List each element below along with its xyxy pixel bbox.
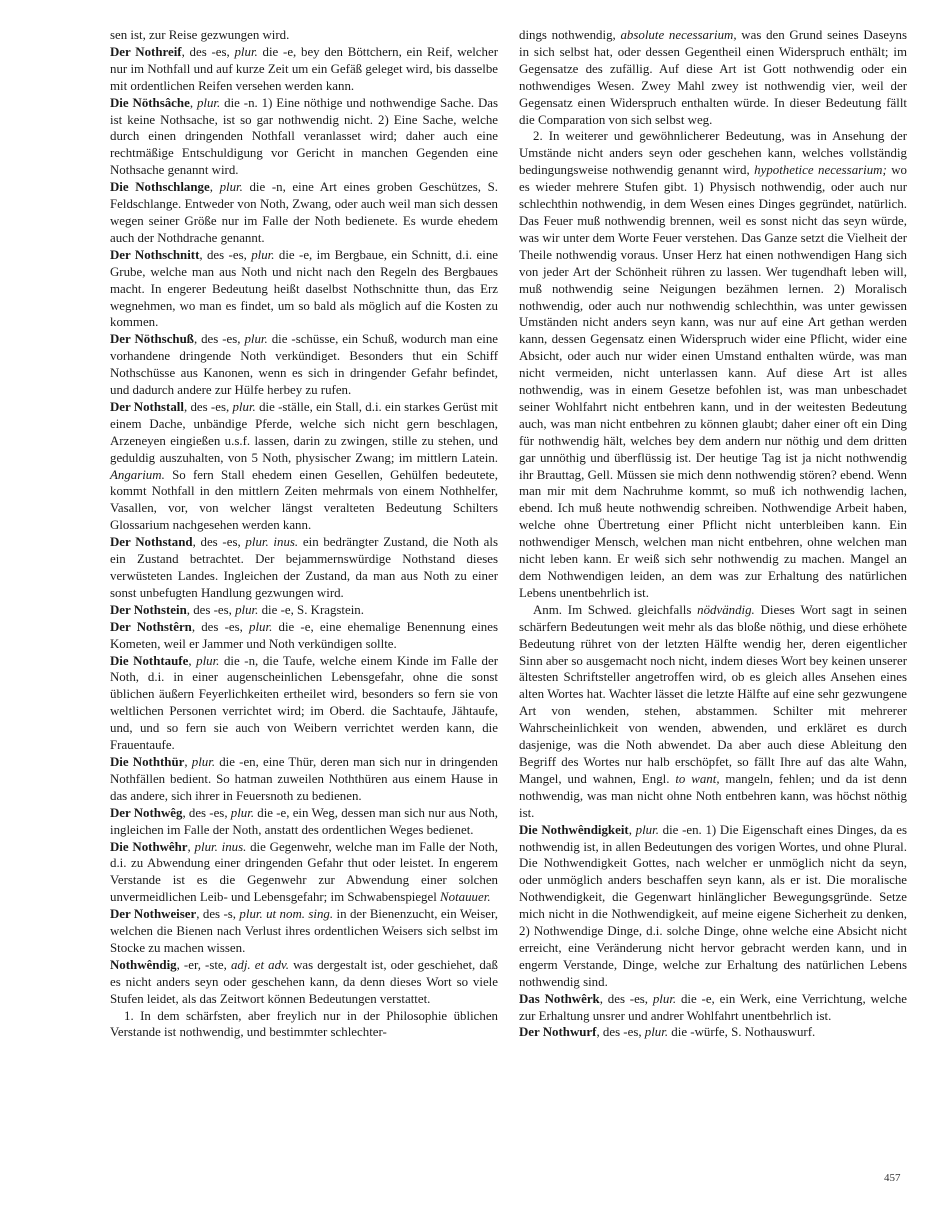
entry-text: , des -es, plur. die -ställe, ein Stall, d.i. ein starkes Gerüst mit einem Dache, unbändige Pferde, welche sich nicht gern beschlagen, Arzeneyen eingießen u.s.f. lassen, darin zu zwingen, stille zu stehen, und geduldig auszuhalten, von 5 Noth, physischer Zwang; im mittlern Latein. Angarium. So fern Stall ehedem einen Gesellen, Gehülfen bedeutete, kommt Nothfall in den mittlern Zeiten mehrmals von einem Nothhelfer, Vasallen, vor, von welcher längst veralteten Bedeutung Schilters Glossarium nachgesehen werden kann. [110, 399, 499, 533]
dictionary-entry [110, 602, 498, 619]
dictionary-entry [519, 1024, 907, 1041]
dictionary-entry [110, 247, 498, 332]
entry-text: 2. In weiterer und gewöhnlicherer Bedeutung, was in Ansehung der Umstände nicht anders seyn oder geschehen kann, welches vollständig bedingungsweise nothwendig genannt wird, hypothetice necessarium; wo es wieder mehrere Stufen gibt. 1) Physisch nothwendig, oder auch nur schlechthin nothwendig, in dem Wesen eines Dinges gegründet, natürlich. Das Feuer muß nothwendig brennen, weil es sonst nicht das seyn würde, was wir unter dem Worte Feuer verstehen. Das Ganze setzt die Vielheit der Theile nothwendig voraus. Unser Herz hat einen nothwendigen Hang sich von jeder Art der Schönheit rühren zu lassen. Wer tugendhaft leben will, muß nothwendig seine Neigungen bezähmen lernen. 2) Moralisch nothwendig, oder auch nur nothwendig schlechthin, was unter gewissen Umständen nicht anders seyn kann, was nur auf eine Art gethan werden kann, dessen Gegensatz einen Widerspruch wider eine Pflicht, wider eine Absicht, oder auch nur wider einen Umstand enthalten würde, was man nicht vermeiden, nicht unterlassen kann. Auf diese Art ist alles nothwendig, was in einem Gesetze befohlen ist, was man unbeschadet seiner Wohlfahrt nicht entbehren kann, und in der weitesten Bedeutung auch, was man nicht entbehren zu können glaubt; daher einer oft ein Ding für nothwendig hält, welches bey dem andern nur nöthig und dem dritten gar unnöthig und überflüssig ist. Der heutige Tag ist ja nicht nothwendig ihr Brauttag, Gell. Müssen sie mich denn nothwendig stören? ebend. Wenn man mir mit dem Nachruhme kommt, so muß ich nothwendig lachen, ebend. Ich muß heute nothwendig schreiben. Nothwendige Arbeit haben, welche ohne Übertretung einer Pflicht nicht unterbleiben kann. Ein nothwendiger Mensch, welchen man nicht entbehren, ohne welchen man nicht leben kann. Er weiß sich sehr nothwendig zu machen. Mangel an dem Nothwendigen leiden, an dem was zur Erhaltung des natürlichen Lebens unentbehrlich ist. [519, 129, 907, 600]
entry-text: , plur. die -n. 1) Eine nöthige und nothwendige Sache. Das ist keine Nothsache, ist so gar nothwendig nicht. 2) Eine Sache, welche durch einen dringenden Nothfall veranlasset wird; daher auch eine rechtmäßige Entschuldigung vor Gericht in manchen Gegenden eine Nothsache genannt wird. [110, 95, 498, 178]
entry-text: , plur. die -en. 1) Die Eigenschaft eines Dinges, da es nothwendig ist, in allen Bedeutungen des vorigen Wortes, und ohne Plural. Die Nothwendigkeit Gottes, nach welcher er unmöglich nicht da seyn, oder unmöglich anders beschaffen seyn kann, als er ist. Die moralische Nothwendigkeit, die Gegenwart hinlänglicher Bewegungsgründe. Setze mich nicht in die Nothwendigkeit, auf meine eigene Sicherheit zu denken, 2) Nothwendige Dinge, d.i. solche Dinge, ohne welche eine Absicht nicht erreicht, eine Veränderung nicht hervor gebracht werden kann, und in engerm Verstande, Dinge, welche zur Erhaltung des natürlichen Lebens nothwendig sind. [519, 822, 908, 989]
dictionary-entry [110, 44, 498, 95]
entry-text: , plur. inus. die Gegenwehr, welche man im Falle der Noth, d.i. zu Abwendung einer dringenden Gefahr thut oder leistet. In engerem Verstande ist es die Gegenwehr zur Abwendung einer solchen unvermeidlichen Leib- und Lebensgefahr; im Schwabenspiegel Notauuer. [110, 839, 498, 905]
entry-text: Anm. Im Schwed. gleichfalls nödvändig. Dieses Wort sagt in seinen schärfern Bedeutungen weit mehr als das bloße nöthig, und diese erhöhete Bedeutung rühret von der letzten Hälfte wendig her, deren eigentlicher Sinn aber so ausgemacht noch nicht, indem dieses Wort bey keinen unserer ältesten Schriftsteller angetroffen wird, ob es gleich alles Ansehen eines alten Wortes hat. Wachter lässet die letzte Hälfte auf eine sehr gezwungene Art von wenden, stehen, abstammen. Schilter mit mehrerer Wahrscheinlichkeit von wenden, abwenden, und erkläret es durch dasjenige, was die Noth abwendet. Da aber auch diese Ableitung den Begriff des Wortes nur halb erschöpfet, so fällt Ihre auf das alte Wahn, Mangel, und wahnen, Engl. to want, mangeln, fehlen; und da ist denn nothwendig, was man nicht ohne Noth entbehren kann, was höchst nöthig ist. [519, 602, 907, 820]
entry-headword: Das Nothwêrk [519, 991, 600, 1006]
dictionary-entry [519, 991, 907, 1025]
entry-headword: Der Nothwurf [519, 1025, 597, 1040]
dictionary-entry [110, 399, 498, 534]
entry-paragraph [519, 602, 907, 822]
entry-paragraph [519, 128, 907, 601]
entry-text: , des -es, plur. die -e, im Bergbaue, ein Schnitt, d.i. eine Grube, welche man aus Noth und nicht nach den Regeln des Bergbaues macht. In engerer Bedeutung heißt daselbst Nothschnitte thun, das Erz wegnehmen, wo man es findet, um so bald als möglich auf die Kosten zu kommen. [110, 247, 499, 330]
entry-text: , des -es, plur. die -e, ein Werk, eine Verrichtung, welche zur Erhaltung unsrer und andrer Wohlfahrt unentbehrlich ist. [519, 991, 908, 1023]
entry-headword: Die Nothwêndigkeit [519, 822, 629, 837]
entry-headword: Der Nothstall [110, 399, 184, 414]
entry-headword: Die Nöthsâche [110, 95, 190, 110]
entry-headword: Der Nothstein [110, 602, 187, 617]
entry-paragraph [519, 27, 907, 128]
dictionary-entry [110, 95, 498, 180]
dictionary-entry [110, 619, 498, 653]
entry-headword: Die Noththür [110, 754, 185, 769]
entry-text: , des -es, plur. inus. ein bedrängter Zustand, die Noth als ein Zustand betrachtet. Der bejammernswürdige Nothstand dieses verwüsteten Landes. Ingleichen der Zustand, da man aus Noth zu einer sonst unbefugten Handlung gezwungen wird. [110, 535, 498, 600]
dictionary-entry [110, 839, 498, 907]
dictionary-entry [110, 754, 498, 805]
entry-text: dings nothwendig, absolute necessarium, was den Grund seines Daseyns in sich selbst hat, oder dessen Gegentheil einen Widerspruch enthält; im Gegensatze des zufällig. Auf diese Art ist Gott nothwendig oder ein nothwendiges Wesen. Zwey Mahl zwey ist nothwendig vier, weil der Gegensatz einen Widerspruch enthalten würde. In dieser Bedeutung fällt die Comparation von sich selbst weg. [519, 28, 907, 127]
entry-text: , des -es, plur. die -würfe, S. Nothauswurf. [596, 1025, 816, 1040]
entry-text: , plur. die -n, eine Art eines groben Geschützes, S. Feldschlange. Entweder von Noth, Zwang, oder auch weil man sich dessen wegen seiner Größe nur im Falle der Noth bedienete. Es wurde ehedem auch der Nothdrache genannt. [110, 180, 498, 245]
entry-text: , -er, -ste, adj. et adv. was dergestalt ist, oder geschiehet, daß es nicht anders seyn oder geschehen kann, da denn dieses Wort so viele Stufen leidet, als das Zeitwort können Bedeutungen verstattet. [110, 957, 498, 1006]
page-number: 457 [884, 1172, 901, 1184]
entry-text: , des -es, plur. die -e, eine ehemalige Benennung eines Kometen, weil er Jammer und Noth verkündigen sollte. [110, 619, 498, 651]
entry-headword: Die Nothtaufe [110, 653, 189, 668]
dictionary-entry [110, 957, 498, 1008]
entry-headword: Die Nothschlange [110, 180, 210, 195]
right-column [519, 27, 907, 1041]
entry-text: , plur. die -en, eine Thür, deren man sich nur in dringenden Nothfällen bedient. So hatman zuweilen Noththüren aus einem Hause in das andere, sich ihrer in Feuersnoth zu bedienen. [110, 754, 498, 803]
entry-headword: Der Nothweiser [110, 907, 197, 922]
entry-paragraph [110, 27, 498, 44]
entry-headword: Der Nothreif [110, 44, 182, 59]
entry-text: , des -es, plur. die -e, ein Weg, dessen man sich nur aus Noth, ingleichen im Falle der Noth, anstatt des ordentlichen Weges bedienet. [110, 805, 499, 837]
entry-headword: Die Nothwêhr [110, 839, 188, 854]
dictionary-entry [519, 822, 907, 991]
dictionary-entry [110, 805, 498, 839]
entry-text: , des -es, plur. die -e, S. Kragstein. [186, 602, 364, 617]
entry-headword: Der Nothstêrn [110, 619, 192, 634]
entry-text: 1. In dem schärfsten, aber freylich nur in der Philosophie üblichen Verstande ist nothwendig, und bestimmter schlechter- [110, 1008, 498, 1040]
entry-paragraph [110, 1008, 498, 1042]
entry-text: , des -es, plur. die -e, bey den Böttchern, ein Reif, welcher nur im Nothfall und auf kurze Zeit um ein Gefäß geleget wird, bis dasselbe mit ordentlichen Reifen versehen werden kann. [110, 44, 498, 93]
entry-text: , des -es, plur. die -schüsse, ein Schuß, wodurch man eine vorhandene dringende Noth verkündiget. Besonders thut ein Schiff Nothschüsse aus Kanonen, wenn es sich in dringender Gefahr befindet, und dadurch andere zur Hülfe herbey zu rufen. [110, 332, 499, 398]
dictionary-entry [110, 534, 498, 602]
entry-text: sen ist, zur Reise gezwungen wird. [110, 28, 290, 42]
entry-text: , des -s, plur. ut nom. sing. in der Bienenzucht, ein Weiser, welchen die Bienen nach Verlust ihres ordentlichen Weisers sich selbst im Stocke zu machen wissen. [110, 907, 498, 955]
entry-headword: Der Nothstand [110, 535, 193, 550]
dictionary-entry [110, 179, 498, 247]
entry-headword: Der Nöthschuß [110, 332, 194, 347]
entry-headword: Der Nothschnitt [110, 247, 200, 262]
dictionary-entry [110, 653, 498, 754]
dictionary-entry [110, 331, 498, 399]
entry-headword: Der Nothwêg [110, 805, 183, 820]
left-column [110, 27, 498, 1041]
dictionary-entry [110, 906, 498, 957]
entry-text: , plur. die -n, die Taufe, welche einem Kinde im Falle der Noth, d.i. in einer augenscheinlichen Lebensgefahr, ohne die sonst üblichen äußern Feyerlichkeiten ertheilet wird, besonders so fern sie von weltlichen Personen verrichtet wird; im Oberd. die Sachtaufe, Jähtaufe, und, und so fern sie auch von Weibern verrichtet werden kann, die Frauentaufe. [110, 653, 499, 753]
entry-headword: Nothwêndig [110, 957, 177, 972]
